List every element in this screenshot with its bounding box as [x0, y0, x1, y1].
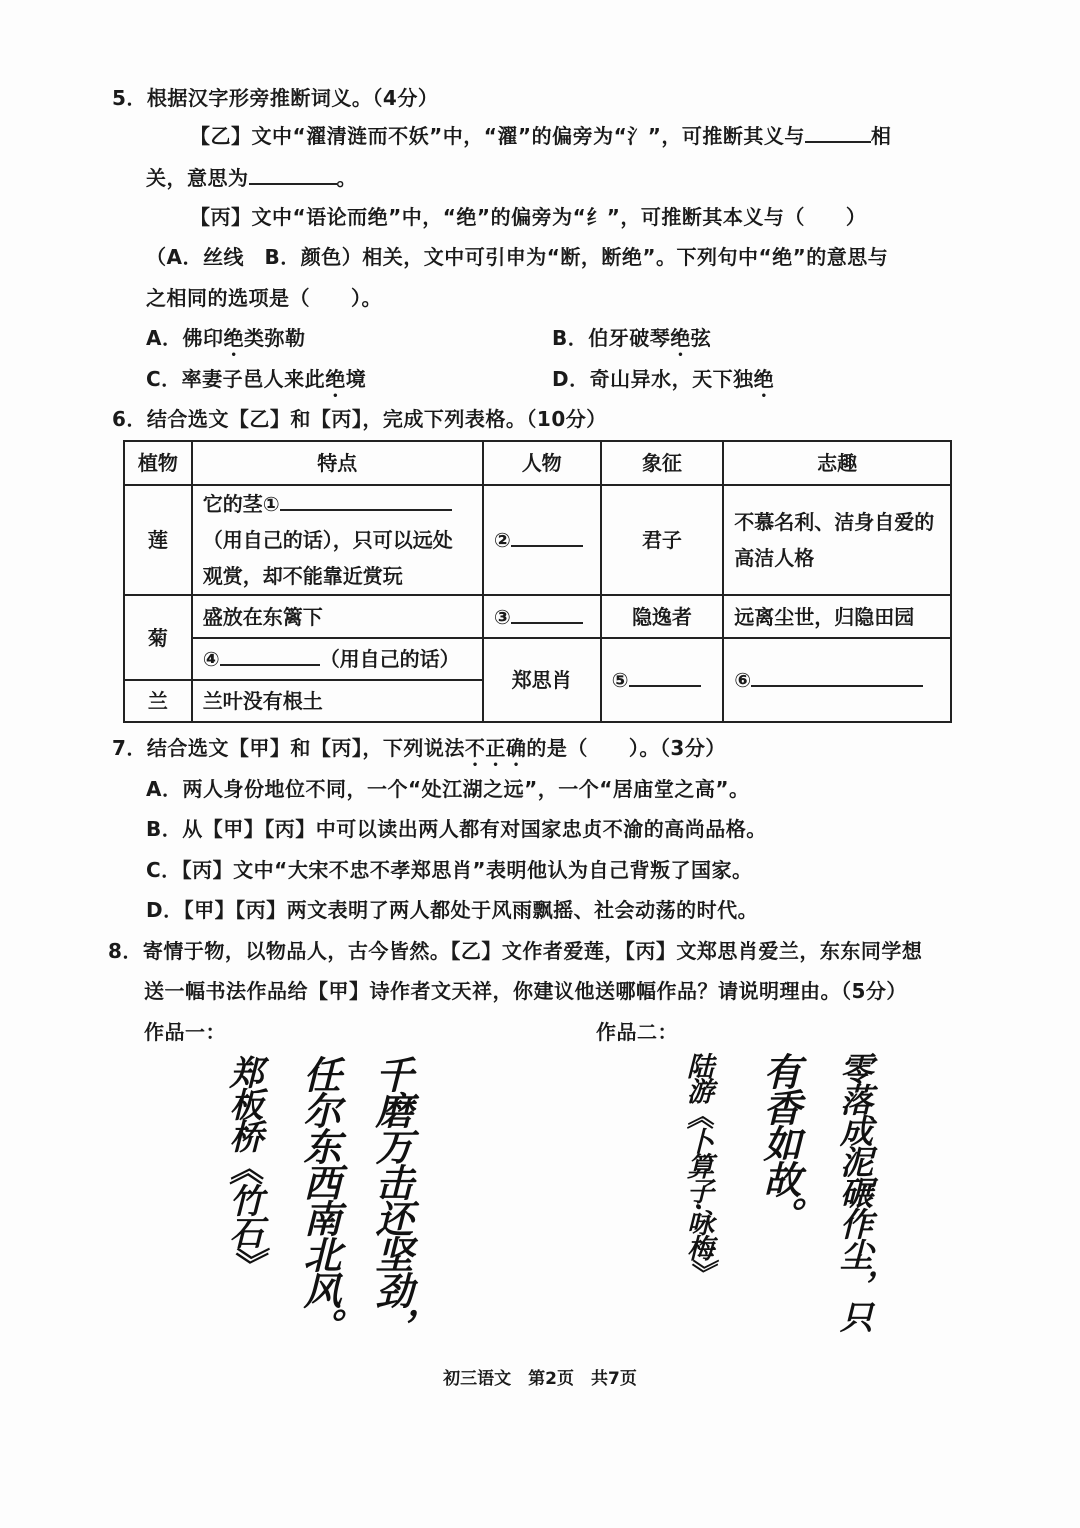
q7-option-a: A．两人身份地位不同，一个“处江湖之远”，一个“居庙堂之高”。 — [146, 777, 750, 801]
q5-line4: （A．丝线 B．颜色）相关，文中可引申为“断，断绝”。下列句中“绝”的意思与 — [146, 245, 889, 269]
cell-person: 郑思肖 — [483, 638, 601, 722]
q7-title: 7．结合选文【甲】和【丙】，下列说法不正确的是（ ）。（3分） — [112, 736, 726, 760]
cell-symbol: ⑤ — [601, 638, 724, 722]
header-symbol: 象征 — [601, 441, 724, 485]
work1-calligraphy-col1: 千磨万击还坚劲， — [369, 1055, 414, 1343]
table-header-row — [124, 441, 951, 485]
q5-line2: 关，意思为 。 — [146, 166, 357, 190]
work2-label: 作品二： — [596, 1020, 678, 1044]
q5-option-a: A．佛印绝类弥勒 — [146, 326, 306, 350]
q6-table — [123, 440, 952, 723]
cell-person: ③ — [483, 595, 601, 638]
header-person: 人物 — [483, 441, 601, 485]
work1-label: 作品一： — [144, 1020, 226, 1044]
q5-option-b: B．伯牙破琴绝弦 — [552, 326, 712, 350]
q7-option-c: C．【丙】文中“大宋不忠不孝郑思肖”表明他认为自己背叛了国家。 — [146, 858, 753, 882]
cell-aim: ⑥ — [723, 638, 951, 722]
cell-feature: 兰叶没有根土 — [192, 680, 483, 722]
q5-line5: 之相同的选项是（ ）。 — [146, 286, 382, 310]
q5-option-d: D．奇山异水，天下独绝 — [552, 367, 775, 391]
page-footer: 初三语文 第2页 共7页 — [443, 1369, 637, 1389]
header-aim: 志趣 — [723, 441, 951, 485]
cell-feature: ④ （用自己的话） — [192, 638, 483, 680]
work1-calligraphy-col2: 任尔东西南北风。 — [297, 1055, 342, 1343]
work2-calligraphy-signature: 陆游《卜算子·咏梅》 — [682, 1052, 713, 1285]
cell-plant: 莲 — [124, 485, 192, 595]
cell-aim: 不慕名利、洁身自爱的高洁人格 — [723, 485, 951, 595]
q5-title: 5．根据汉字形旁推断词义。（4分） — [112, 86, 439, 110]
q8-line2: 送一幅书法作品给【甲】诗作者文天祥，你建议他送哪幅作品？请说明理由。（5分） — [144, 979, 907, 1003]
table-row-ju-2 — [124, 638, 951, 680]
cell-plant: 兰 — [124, 680, 192, 722]
header-feature: 特点 — [192, 441, 483, 485]
header-plant: 植物 — [124, 441, 192, 485]
cell-feature: 盛放在东篱下 — [192, 595, 483, 638]
q5-line3: 【丙】文中“语论而绝”中，“绝”的偏旁为“纟”，可推断其本义与（ ） — [190, 205, 867, 229]
cell-plant: 菊 — [124, 595, 192, 680]
cell-symbol: 君子 — [601, 485, 724, 595]
q5-option-c: C．率妻子邑人来此绝境 — [146, 367, 367, 391]
work1-calligraphy-signature: 郑板桥《竹石》 — [223, 1055, 263, 1279]
q5-line1: 【乙】文中“濯清涟而不妖”中，“濯”的偏旁为“氵”，可推断其义与 相 — [190, 124, 892, 148]
table-row-lotus — [124, 485, 951, 595]
q7-option-b: B．从【甲】【丙】中可以读出两人都有对国家忠贞不渝的高尚品格。 — [146, 817, 767, 841]
cell-aim: 远离尘世，归隐田园 — [723, 595, 951, 638]
table-row-ju — [124, 595, 951, 638]
q8-line1: 8．寄情于物，以物品人，古今皆然。【乙】文作者爱莲，【丙】文郑思肖爱兰，东东同学想 — [108, 939, 923, 963]
cell-person: ② — [483, 485, 601, 595]
work2-calligraphy-col1: 零落成泥碾作尘，只 — [835, 1052, 874, 1331]
q7-option-d: D．【甲】【丙】两文表明了两人都处于风雨飘摇、社会动荡的时代。 — [146, 898, 759, 922]
work2-calligraphy-col2: 有香如故。 — [757, 1052, 802, 1232]
q6-title: 6．结合选文【乙】和【丙】，完成下列表格。（10分） — [112, 407, 607, 431]
cell-feature: 它的茎① （用自己的话），只可以远处 观赏，却不能靠近赏玩 — [192, 485, 483, 595]
cell-symbol: 隐逸者 — [601, 595, 724, 638]
